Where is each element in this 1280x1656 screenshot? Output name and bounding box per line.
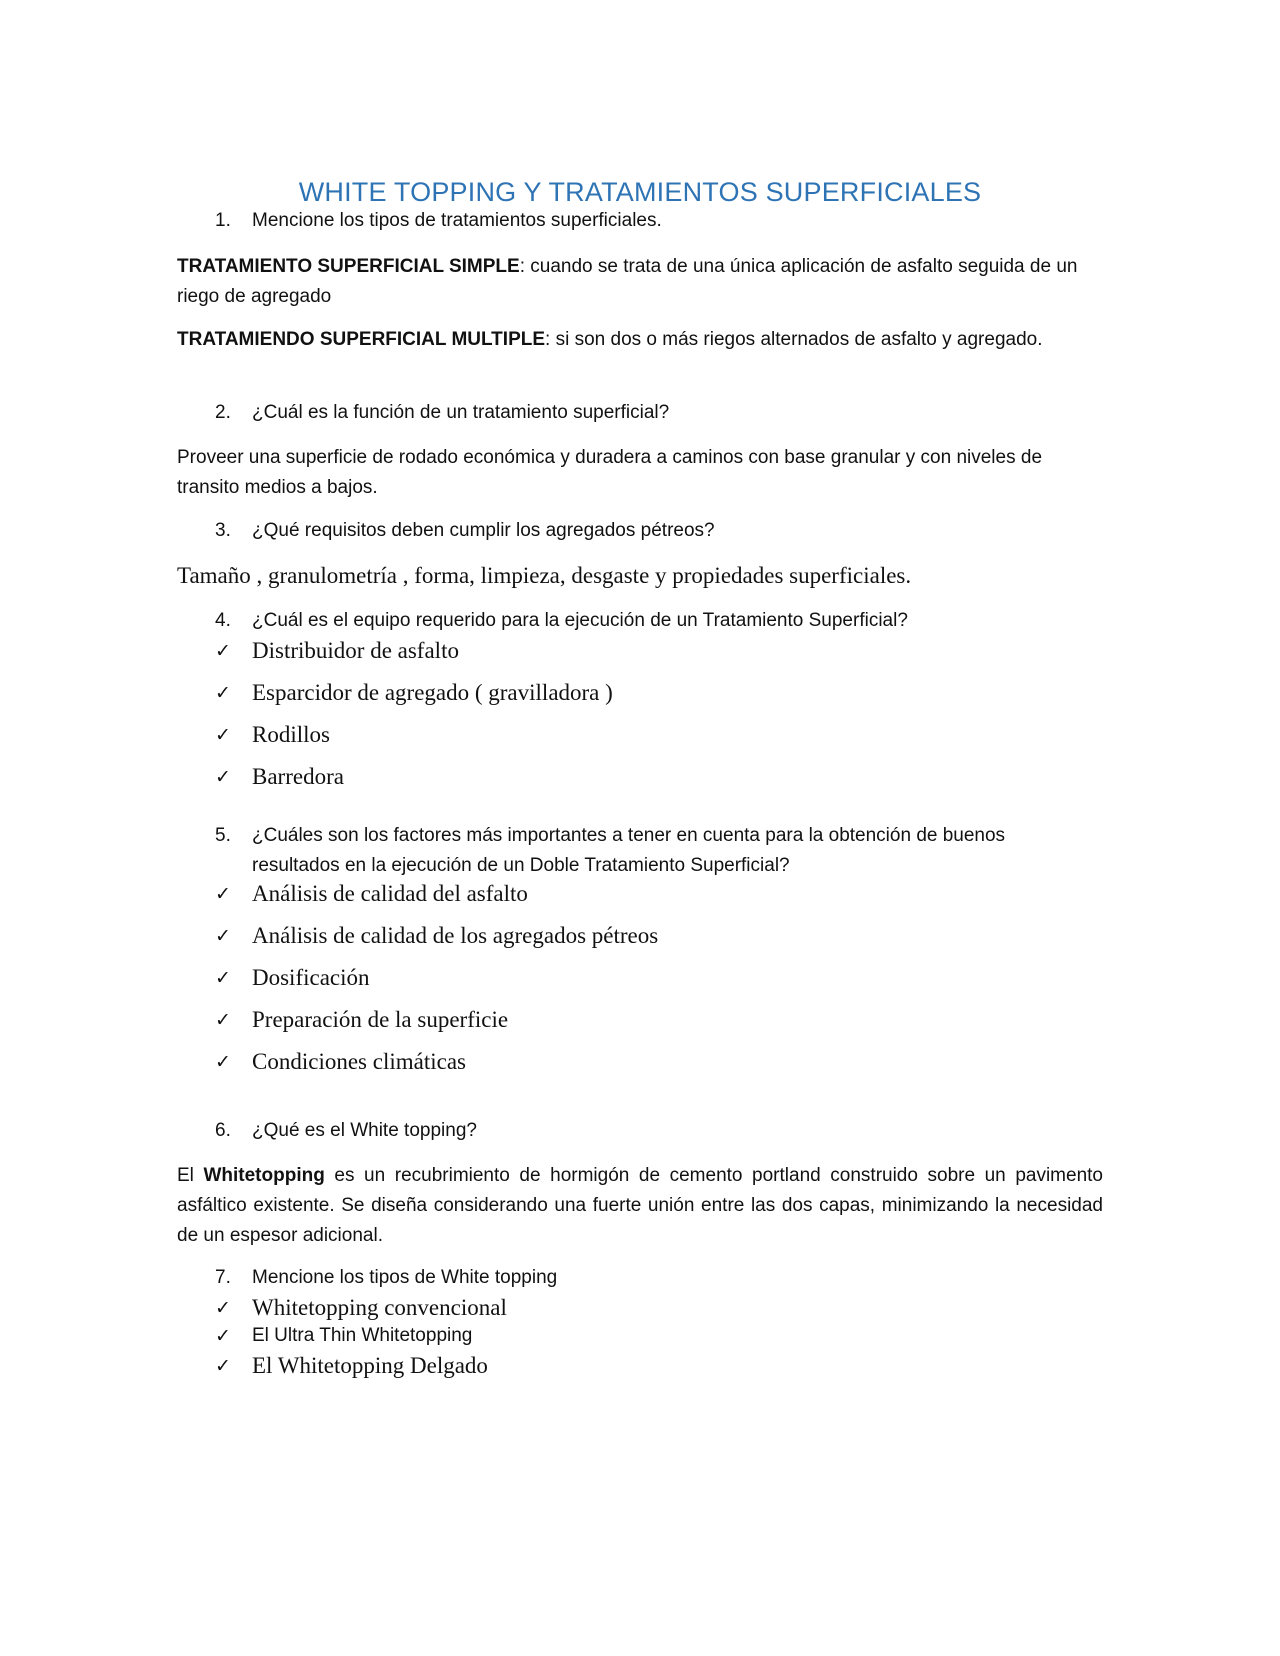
checkmark-icon: ✓	[215, 724, 231, 746]
question-number: 5.	[215, 825, 231, 846]
question-text: ¿Cuáles son los factores más importantes a tener en cuenta para la obtención de buenos resultados en la ejecución de un Doble Tratamiento Superficial?	[252, 825, 1006, 876]
list-item-label: Whitetopping convencional	[252, 1295, 507, 1320]
checkmark-icon: ✓	[215, 1297, 231, 1319]
term-whitetopping: Whitetopping	[203, 1165, 325, 1186]
question-text: Mencione los tipos de White topping	[252, 1267, 558, 1288]
list-item-label: Condiciones climáticas	[252, 1049, 466, 1074]
list-item-label: Preparación de la superficie	[252, 1007, 509, 1032]
checkmark-icon: ✓	[215, 1325, 231, 1347]
simple-description: : cuando se trata de una única aplicación de asfalto seguida de un riego de agregado	[177, 256, 1078, 307]
list-item-label: El Ultra Thin Whitetopping	[252, 1325, 473, 1346]
list-item-label: El Whitetopping Delgado	[252, 1353, 488, 1378]
question-2	[215, 398, 670, 428]
question-number: 1.	[215, 210, 231, 231]
question-1	[215, 206, 662, 236]
checkmark-icon: ✓	[215, 1009, 231, 1031]
question-4	[215, 606, 908, 636]
question-number: 7.	[215, 1267, 231, 1288]
question-6	[215, 1116, 477, 1146]
answer-6-prefix: El	[177, 1165, 204, 1186]
question-number: 6.	[215, 1120, 231, 1141]
list-item-label: Análisis de calidad de los agregados pétreos	[252, 923, 659, 948]
list-item-label: Esparcidor de agregado ( gravilladora )	[252, 680, 613, 705]
answer-1-simple	[177, 252, 1097, 312]
answer-3: Tamaño , granulometría , forma, limpieza, desgaste y propiedades superficiales.	[177, 563, 912, 588]
term-simple: TRATAMIENTO SUPERFICIAL SIMPLE	[177, 256, 520, 277]
term-multiple: TRATAMIENDO SUPERFICIAL MULTIPLE	[177, 329, 546, 350]
multiple-description: : si son dos o más riegos alternados de asfalto y agregado.	[545, 329, 1043, 350]
list-item-label: Rodillos	[252, 722, 330, 747]
list-item-label: Barredora	[252, 764, 344, 789]
answer-6-text: es un recubrimiento de hormigón de cemento portland construido sobre un pavimento asfáltico existente. Se diseña considerando una fuerte unión entre las dos capas, minimizando la necesidad de un espesor adicional.	[177, 1165, 1103, 1246]
answer-2: Proveer una superficie de rodado económica y duradera a caminos con base granular y con niveles de transito medios a bajos.	[177, 447, 1043, 498]
question-text: Mencione los tipos de tratamientos superficiales.	[252, 210, 662, 231]
document-title: WHITE TOPPING Y TRATAMIENTOS SUPERFICIALES	[298, 177, 982, 207]
question-number: 2.	[215, 402, 231, 423]
question-3	[215, 516, 715, 546]
list-item-label: Distribuidor de asfalto	[252, 638, 459, 663]
question-text: ¿Cuál es la función de un tratamiento superficial?	[252, 402, 670, 423]
list-item-label: Análisis de calidad del asfalto	[252, 881, 528, 906]
question-text: ¿Qué es el White topping?	[252, 1120, 477, 1141]
checkmark-icon: ✓	[215, 1051, 231, 1073]
question-7	[215, 1263, 558, 1293]
checkmark-icon: ✓	[215, 640, 231, 662]
checkmark-icon: ✓	[215, 682, 231, 704]
question-number: 4.	[215, 610, 231, 631]
list-item-label: Dosificación	[252, 965, 370, 990]
checkmark-icon: ✓	[215, 883, 231, 905]
answer-1-multiple	[177, 325, 1097, 355]
checkmark-icon: ✓	[215, 967, 231, 989]
question-5	[215, 821, 1075, 881]
question-number: 3.	[215, 520, 231, 541]
checkmark-icon: ✓	[215, 766, 231, 788]
question-text: ¿Cuál es el equipo requerido para la ejecución de un Tratamiento Superficial?	[252, 610, 908, 631]
question-text: ¿Qué requisitos deben cumplir los agregados pétreos?	[252, 520, 715, 541]
checkmark-icon: ✓	[215, 925, 231, 947]
checkmark-icon: ✓	[215, 1355, 231, 1377]
answer-6	[177, 1161, 1103, 1251]
